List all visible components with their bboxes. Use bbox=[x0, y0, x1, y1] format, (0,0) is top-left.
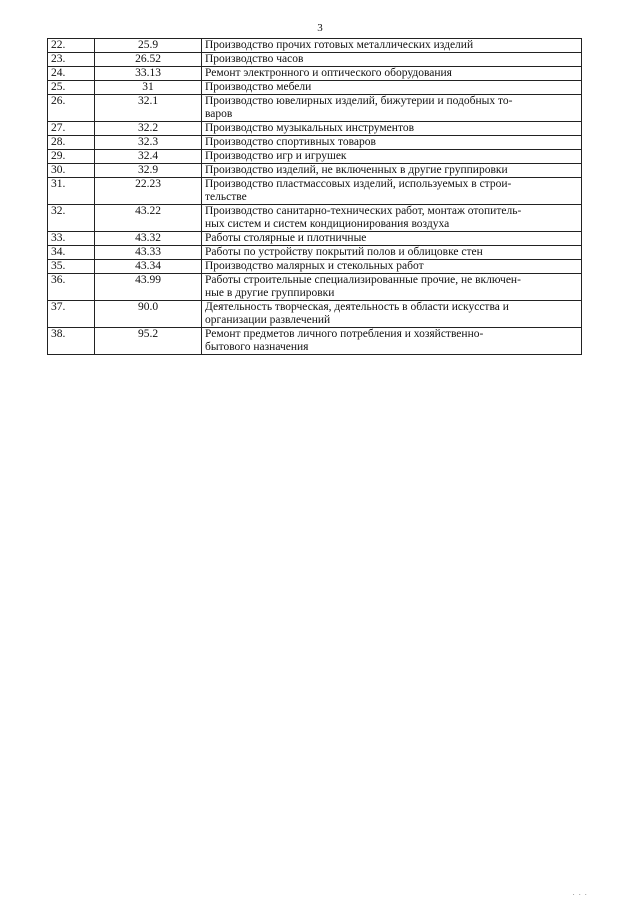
okved-code: 26.52 bbox=[95, 53, 202, 67]
activity-description: Производство ювелирных изделий, бижутерии и подобных то- варов bbox=[202, 95, 582, 122]
activity-description: Производство часов bbox=[202, 53, 582, 67]
table-row bbox=[48, 274, 582, 301]
row-number: 38. bbox=[48, 328, 95, 355]
okved-code: 32.9 bbox=[95, 164, 202, 178]
activity-description: Производство санитарно-технических работ, монтаж отопитель- ных систем и систем кондиционирования воздуха bbox=[202, 205, 582, 232]
table-row bbox=[48, 95, 582, 122]
row-number: 23. bbox=[48, 53, 95, 67]
table-row bbox=[48, 205, 582, 232]
activity-codes-table bbox=[47, 38, 582, 355]
row-number: 33. bbox=[48, 232, 95, 246]
activity-description: Производство малярных и стекольных работ bbox=[202, 260, 582, 274]
okved-code: 43.99 bbox=[95, 274, 202, 301]
activity-description: Работы строительные специализированные прочие, не включен- ные в другие группировки bbox=[202, 274, 582, 301]
activity-description: Производство музыкальных инструментов bbox=[202, 122, 582, 136]
activity-description: Работы столярные и плотничные bbox=[202, 232, 582, 246]
table-row bbox=[48, 164, 582, 178]
okved-code: 22.23 bbox=[95, 178, 202, 205]
row-number: 36. bbox=[48, 274, 95, 301]
table-row bbox=[48, 67, 582, 81]
row-number: 31. bbox=[48, 178, 95, 205]
okved-code: 43.32 bbox=[95, 232, 202, 246]
row-number: 24. bbox=[48, 67, 95, 81]
table-row bbox=[48, 260, 582, 274]
activity-description: Производство спортивных товаров bbox=[202, 136, 582, 150]
activity-description: Производство прочих готовых металлических изделий bbox=[202, 39, 582, 53]
row-number: 28. bbox=[48, 136, 95, 150]
row-number: 29. bbox=[48, 150, 95, 164]
row-number: 32. bbox=[48, 205, 95, 232]
row-number: 30. bbox=[48, 164, 95, 178]
activity-description: Ремонт предметов личного потребления и хозяйственно- бытового назначения bbox=[202, 328, 582, 355]
table-row bbox=[48, 246, 582, 260]
table-row bbox=[48, 53, 582, 67]
table-row bbox=[48, 122, 582, 136]
activity-description: Деятельность творческая, деятельность в области искусства и организации развлечений bbox=[202, 301, 582, 328]
okved-code: 43.34 bbox=[95, 260, 202, 274]
okved-code: 33.13 bbox=[95, 67, 202, 81]
activity-description: Работы по устройству покрытий полов и облицовке стен bbox=[202, 246, 582, 260]
okved-code: 25.9 bbox=[95, 39, 202, 53]
okved-code: 32.4 bbox=[95, 150, 202, 164]
row-number: 34. bbox=[48, 246, 95, 260]
row-number: 22. bbox=[48, 39, 95, 53]
okved-code: 31 bbox=[95, 81, 202, 95]
table-row bbox=[48, 178, 582, 205]
okved-code: 32.1 bbox=[95, 95, 202, 122]
okved-code: 43.33 bbox=[95, 246, 202, 260]
scan-corner-mark: · · · bbox=[572, 891, 588, 899]
table-row bbox=[48, 136, 582, 150]
activity-description: Ремонт электронного и оптического оборудования bbox=[202, 67, 582, 81]
activity-description: Производство изделий, не включенных в другие группировки bbox=[202, 164, 582, 178]
okved-code: 32.2 bbox=[95, 122, 202, 136]
table-row bbox=[48, 81, 582, 95]
okved-code: 43.22 bbox=[95, 205, 202, 232]
page-number: 3 bbox=[317, 22, 323, 34]
row-number: 35. bbox=[48, 260, 95, 274]
table-row bbox=[48, 328, 582, 355]
activity-description: Производство игр и игрушек bbox=[202, 150, 582, 164]
activity-description: Производство пластмассовых изделий, используемых в строи- тельстве bbox=[202, 178, 582, 205]
table-row bbox=[48, 150, 582, 164]
okved-code: 95.2 bbox=[95, 328, 202, 355]
row-number: 37. bbox=[48, 301, 95, 328]
row-number: 27. bbox=[48, 122, 95, 136]
row-number: 26. bbox=[48, 95, 95, 122]
row-number: 25. bbox=[48, 81, 95, 95]
activity-description: Производство мебели bbox=[202, 81, 582, 95]
table-row bbox=[48, 301, 582, 328]
okved-code: 90.0 bbox=[95, 301, 202, 328]
table-row bbox=[48, 39, 582, 53]
okved-code: 32.3 bbox=[95, 136, 202, 150]
table-row bbox=[48, 232, 582, 246]
